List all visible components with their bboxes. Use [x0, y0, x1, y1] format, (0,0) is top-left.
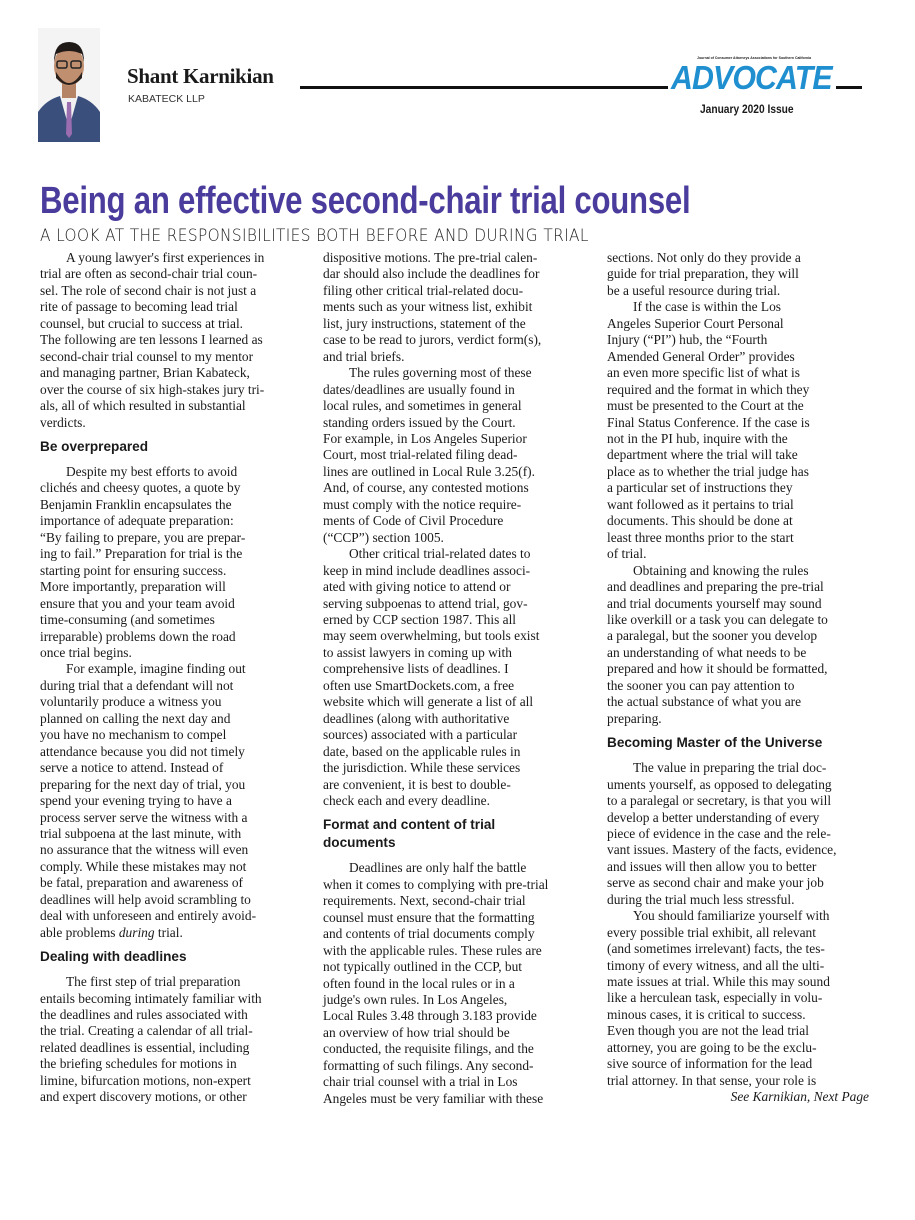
- text-line: importance of adequate preparation:: [40, 513, 234, 529]
- paragraph: [323, 250, 585, 365]
- text-line: The value in preparing the trial doc-: [633, 760, 827, 776]
- text-line: uments yourself, as opposed to delegating: [607, 776, 832, 792]
- text-line: place as to whether the trial judge has: [607, 463, 809, 479]
- text-line: often found in the local rules or in a: [323, 975, 515, 991]
- text-line: comprehensive lists of deadlines. I: [323, 661, 509, 677]
- paragraph: [323, 365, 585, 546]
- text-line: dates/deadlines are usually found in: [323, 381, 515, 397]
- text-line: conducted, the requisite filings, and the: [323, 1041, 534, 1057]
- text-line: Becoming Master of the Universe: [607, 735, 823, 751]
- text-line: Court, most trial-related filing dead-: [323, 447, 518, 463]
- text-line: entails becoming intimately familiar with: [40, 990, 262, 1006]
- text-line: be a useful resource during trial.: [607, 282, 781, 298]
- text-line: date, based on the applicable rules in: [323, 743, 521, 759]
- text-line: list, jury instructions, statement of the: [323, 315, 526, 331]
- section-heading: [323, 816, 585, 852]
- text-line: may seem overwhelming, but tools exist: [323, 628, 540, 644]
- author-firm: KABATECK LLP: [128, 93, 205, 105]
- text-line: A young lawyer's first experiences in: [66, 250, 265, 265]
- text-line: the trial. Creating a calendar of all trial-: [40, 1023, 253, 1039]
- text-line: a paralegal, but the sooner you develop: [607, 628, 818, 644]
- author-name: Shant Karnikian: [127, 64, 274, 88]
- text-line: starting point for ensuring success.: [40, 562, 227, 578]
- text-line: keep in mind include deadlines associ-: [323, 562, 531, 578]
- text-line: once trial begins.: [40, 644, 132, 660]
- paragraph: [40, 250, 295, 431]
- article-column-2: [323, 250, 585, 1107]
- text-line: requirements. Next, second-chair trial: [323, 893, 526, 909]
- text-line: serving subpoenas to attend trial, gov-: [323, 595, 528, 611]
- paragraph: [607, 250, 869, 299]
- text-line: sive source of information for the lead: [607, 1056, 813, 1072]
- text-segment: trial.: [154, 924, 183, 940]
- text-line: “By failing to prepare, you are prepar-: [40, 529, 246, 545]
- text-segment: able problems: [40, 924, 119, 940]
- text-line: trial subpoena at the last minute, with: [40, 825, 242, 841]
- text-line: case to be read to jurors, verdict form(s),: [323, 332, 542, 348]
- text-line: develop a better understanding of every: [607, 809, 820, 825]
- text-line: must be presented to the Court at the: [607, 398, 804, 414]
- text-line: and issues will then allow you to better: [607, 858, 817, 874]
- article-column-1: [40, 250, 295, 1106]
- paragraph: [323, 546, 585, 809]
- text-line: required and the format in which they: [607, 381, 810, 397]
- paragraph: [40, 464, 295, 661]
- paragraph: [323, 860, 585, 1107]
- text-line: deal with unforeseen and entirely avoid-: [40, 908, 257, 924]
- text-line: often use SmartDockets.com, a free: [323, 677, 515, 693]
- text-line: sections. Not only do they provide a: [607, 250, 801, 265]
- text-line: not typically outlined in the CCP, but: [323, 959, 522, 975]
- text-line: check each and every deadline.: [323, 792, 490, 808]
- paragraph: [40, 661, 295, 941]
- text-line: documents: [323, 835, 396, 851]
- text-line: sources) associated with a particular: [323, 727, 518, 743]
- text-line: Despite my best efforts to avoid: [66, 463, 238, 479]
- text-line: second-chair trial counsel to my mentor: [40, 348, 254, 364]
- text-line: and trial documents yourself may sound: [607, 595, 822, 611]
- text-line: filing other critical trial-related docu-: [323, 282, 524, 298]
- text-line: trial attorney. In that sense, your role is: [607, 1072, 817, 1088]
- text-line: a particular set of instructions they: [607, 480, 793, 496]
- article-subtitle: A LOOK AT THE RESPONSIBILITIES BOTH BEFORE AND DURING TRIAL: [40, 226, 589, 245]
- text-line: erned by CCP section 1987. This all: [323, 611, 517, 627]
- text-line: and managing partner, Brian Kabateck,: [40, 365, 250, 381]
- text-line: Amended General Order” provides: [607, 348, 795, 364]
- text-line: least three months prior to the start: [607, 529, 794, 545]
- continuation-note: See Karnikian, Next Page: [730, 1089, 869, 1105]
- text-line: mate issues at trial. While this may sound: [607, 974, 830, 990]
- text-line: lines are outlined in Local Rule 3.25(f).: [323, 463, 535, 479]
- header-rule: [300, 86, 668, 89]
- text-line: when it comes to complying with pre-trial: [323, 876, 549, 892]
- text-line: standing orders issued by the Court.: [323, 414, 516, 430]
- text-line: Benjamin Franklin encapsulates the: [40, 496, 232, 512]
- emphasis: during: [118, 924, 155, 940]
- text-line: not in the PI hub, inquire with the: [607, 430, 788, 446]
- text-line: are convenient, it is best to double-: [323, 776, 511, 792]
- text-line: comply. While these mistakes may not: [40, 858, 247, 874]
- text-line: attorney, you are going to be the exclu-: [607, 1039, 817, 1055]
- text-line: preparing for the next day of trial, you: [40, 776, 246, 792]
- paragraph: [607, 908, 869, 1089]
- text-line: like a herculean task, especially in volu-: [607, 990, 823, 1006]
- text-line: dar should also include the deadlines for: [323, 266, 540, 282]
- text-line: judge's own rules. In Los Angeles,: [323, 992, 508, 1008]
- text-line: website which will generate a list of all: [323, 694, 534, 710]
- text-line: ensure that you and your team avoid: [40, 595, 235, 611]
- text-line: More importantly, preparation will: [40, 579, 226, 595]
- text-line: during the trial much less stressful.: [607, 891, 795, 907]
- text-line: be fatal, preparation and awareness of: [40, 875, 243, 891]
- issue-date: January 2020 Issue: [700, 102, 794, 116]
- text-line: Angeles Superior Court Personal: [607, 315, 784, 331]
- text-line: Angeles must be very familiar with these: [323, 1090, 544, 1106]
- text-line: must comply with the notice require-: [323, 496, 522, 512]
- text-line: For example, imagine finding out: [66, 661, 246, 677]
- text-line: Dealing with deadlines: [40, 949, 187, 965]
- text-line: If the case is within the Los: [633, 299, 782, 315]
- text-line: Injury (“PI”) hub, the “Fourth: [607, 332, 768, 348]
- text-line: time-consuming (and sometimes: [40, 612, 215, 628]
- text-line: department where the trial will take: [607, 447, 798, 463]
- article-column-3: [607, 250, 869, 1106]
- author-photo: [38, 28, 100, 142]
- text-line: trial are often as second-chair trial coun-: [40, 266, 258, 282]
- text-line: documents. This should be done at: [607, 513, 793, 529]
- text-line: deadlines will help avoid scrambling to: [40, 891, 251, 907]
- section-heading: [40, 948, 295, 966]
- text-line: the jurisdiction. While these services: [323, 760, 521, 776]
- text-line: Deadlines are only half the battle: [349, 860, 527, 876]
- text-line: like overkill or a task you can delegate to: [607, 611, 828, 627]
- text-line: the sooner you can pay attention to: [607, 677, 795, 693]
- text-line: You should familiarize yourself with: [633, 908, 830, 924]
- header-rule-end: [836, 86, 862, 89]
- text-line: Obtaining and knowing the rules: [633, 562, 809, 578]
- text-line: no assurance that the witness will even: [40, 842, 249, 858]
- text-line: Other critical trial-related dates to: [349, 546, 531, 562]
- text-line: during trial that a defendant will not: [40, 677, 234, 693]
- text-line: local rules, and sometimes in general: [323, 398, 522, 414]
- text-line: Local Rules 3.48 through 3.183 provide: [323, 1008, 537, 1024]
- text-line: the actual substance of what you are: [607, 694, 802, 710]
- text-line: attendance because you did not timely: [40, 743, 245, 759]
- text-line: preparing.: [607, 710, 662, 726]
- text-line: spend your evening trying to have a: [40, 793, 232, 809]
- text-line: limine, bifurcation motions, non-expert: [40, 1072, 251, 1088]
- text-line: Be overprepared: [40, 438, 149, 454]
- text-line: to a paralegal or secretary, is that you will: [607, 793, 832, 809]
- text-line: dispositive motions. The pre-trial calen-: [323, 250, 538, 265]
- text-line: and contents of trial documents comply: [323, 926, 535, 942]
- text-line: voluntarily produce a witness you: [40, 694, 222, 710]
- text-line: an understanding of what needs to be: [607, 644, 807, 660]
- text-line: and trial briefs.: [323, 348, 405, 364]
- text-line: of trial.: [607, 546, 647, 562]
- text-line: an overview of how trial should be: [323, 1024, 510, 1040]
- advocate-logo: [671, 56, 832, 98]
- text-line: ing to fail.” Preparation for trial is the: [40, 546, 243, 562]
- paragraph: [40, 974, 295, 1106]
- text-line: (and sometimes irrelevant) facts, the tes-: [607, 941, 825, 957]
- text-line: The first step of trial preparation: [66, 974, 241, 990]
- text-line: als, all of which resulted in substantial: [40, 398, 246, 414]
- logo-wordmark: ADVOCATE: [671, 59, 832, 96]
- text-line: counsel must ensure that the formatting: [323, 909, 535, 925]
- text-line: minous cases, it is critical to success.: [607, 1006, 806, 1022]
- text-line: and deadlines and preparing the pre-trial: [607, 579, 824, 595]
- text-line: formatting of such filings. Any second-: [323, 1057, 534, 1073]
- text-line: irreparable) problems down the road: [40, 628, 236, 644]
- section-heading: [40, 438, 295, 456]
- article-title: Being an effective second-chair trial counsel: [40, 180, 691, 222]
- paragraph: [607, 760, 869, 908]
- text-line: serve as second chair and make your job: [607, 875, 824, 891]
- text-line: planned on calling the next day and: [40, 710, 231, 726]
- text-line: piece of evidence in the case and the rele-: [607, 825, 831, 841]
- text-line: Final Status Conference. If the case is: [607, 414, 810, 430]
- text-line: Even though you are not the lead trial: [607, 1023, 809, 1039]
- text-line: counsel, but crucial to success at trial.: [40, 315, 244, 331]
- text-line: guide for trial preparation, they will: [607, 266, 799, 282]
- paragraph: [607, 299, 869, 562]
- text-line: process server serve the witness with a: [40, 809, 248, 825]
- text-line: The following are ten lessons I learned as: [40, 332, 263, 348]
- text-line: over the course of six high-stakes jury tri-: [40, 381, 265, 397]
- text-line: prepared and how it should be formatted,: [607, 661, 828, 677]
- text-line: Format and content of trial: [323, 817, 496, 833]
- text-line: the briefing schedules for motions in: [40, 1056, 237, 1072]
- text-line: [40, 925, 295, 941]
- text-line: the deadlines and rules associated with: [40, 1007, 248, 1023]
- text-line: you have no mechanism to compel: [40, 727, 227, 743]
- text-line: verdicts.: [40, 414, 86, 430]
- logo-tagline: Journal of Consumer Attorneys Associations for Southern California: [697, 56, 812, 60]
- text-line: ated with giving notice to attend or: [323, 579, 511, 595]
- text-line: and expert discovery motions, or other: [40, 1089, 247, 1105]
- text-line: timony of every witness, and all the ulti-: [607, 957, 825, 973]
- section-heading: [607, 734, 869, 752]
- text-line: chair trial counsel with a trial in Los: [323, 1074, 518, 1090]
- text-line: want followed as it pertains to trial: [607, 496, 794, 512]
- text-line: every possible trial exhibit, all relevant: [607, 924, 816, 940]
- text-line: deadlines (along with authoritative: [323, 710, 510, 726]
- text-line: to assist lawyers in coming up with: [323, 644, 512, 660]
- text-line: an even more specific list of what is: [607, 365, 800, 381]
- text-line: The rules governing most of these: [349, 365, 532, 381]
- text-line: clichés and cheesy quotes, a quote by: [40, 480, 241, 496]
- text-line: vant issues. Mastery of the facts, evidence,: [607, 842, 837, 858]
- paragraph: [607, 563, 869, 728]
- text-line: For example, in Los Angeles Superior: [323, 430, 527, 446]
- text-line: sel. The role of second chair is not just a: [40, 282, 257, 298]
- text-line: (“CCP”) section 1005.: [323, 529, 444, 545]
- text-line: And, of course, any contested motions: [323, 480, 529, 496]
- text-line: ments such as your witness list, exhibit: [323, 299, 533, 315]
- text-line: related deadlines is essential, including: [40, 1039, 250, 1055]
- text-line: with the applicable rules. These rules are: [323, 942, 542, 958]
- text-line: ments of Code of Civil Procedure: [323, 513, 504, 529]
- text-line: serve a notice to attend. Instead of: [40, 760, 224, 776]
- text-line: rite of passage to becoming lead trial: [40, 299, 238, 315]
